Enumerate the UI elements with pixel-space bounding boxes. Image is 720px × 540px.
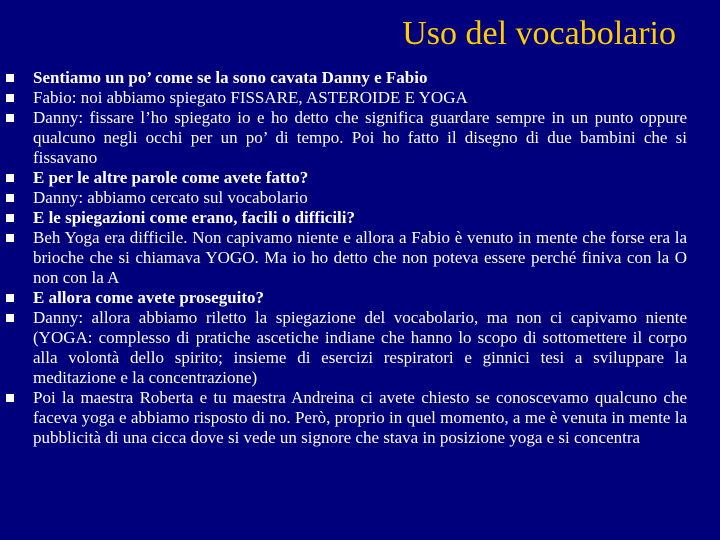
bullet-list xyxy=(0,68,720,448)
square-bullet-icon xyxy=(6,234,14,242)
bullet-text: Poi la maestra Roberta e tu maestra Andreina ci avete chiesto se conoscevamo qualcuno che faceva yoga e abbiamo risposto di no. Però, proprio in quel momento, a me è venuta in mente la pubblicità di una cicca dove si vede un signore che stava in posizione yoga e si concentra xyxy=(33,388,687,447)
square-bullet-icon xyxy=(6,114,14,122)
bullet-text: Beh Yoga era difficile. Non capivamo niente e allora a Fabio è venuto in mente che forse era la brioche che si chiamava YOGO. Ma io ho detto che non poteva essere perché finiva con la O non con la A xyxy=(33,228,687,287)
bullet-item xyxy=(33,288,687,308)
bullet-item xyxy=(33,68,687,88)
square-bullet-icon xyxy=(6,74,14,82)
square-bullet-icon xyxy=(6,314,14,322)
square-bullet-icon xyxy=(6,94,14,102)
bullet-text: Danny: fissare l’ho spiegato io e ho detto che significa guardare sempre in un punto oppure qualcuno negli occhi per un po’ di tempo. Poi ho fatto il disegno di due bambini che si fissavano xyxy=(33,108,687,167)
bullet-item xyxy=(33,188,687,208)
bullet-item xyxy=(33,108,687,168)
bullet-text: Danny: abbiamo cercato sul vocabolario xyxy=(33,188,308,207)
square-bullet-icon xyxy=(6,214,14,222)
bullet-item xyxy=(33,88,687,108)
bullet-item xyxy=(33,208,687,228)
bullet-text: Fabio: noi abbiamo spiegato FISSARE, ASTEROIDE E YOGA xyxy=(33,88,468,107)
bullet-item xyxy=(33,168,687,188)
bullet-text: Sentiamo un po’ come se la sono cavata Danny e Fabio xyxy=(33,68,428,87)
slide-title: Uso del vocabolario xyxy=(402,15,676,52)
bullet-item xyxy=(33,308,687,388)
bullet-item xyxy=(33,388,687,448)
square-bullet-icon xyxy=(6,174,14,182)
square-bullet-icon xyxy=(6,394,14,402)
square-bullet-icon xyxy=(6,294,14,302)
square-bullet-icon xyxy=(6,194,14,202)
bullet-item xyxy=(33,228,687,288)
bullet-text: E le spiegazioni come erano, facili o difficili? xyxy=(33,208,356,227)
bullet-text: E per le altre parole come avete fatto? xyxy=(33,168,309,187)
bullet-text: E allora come avete proseguito? xyxy=(33,288,265,307)
bullet-text: Danny: allora abbiamo riletto la spiegazione del vocabolario, ma non ci capivamo niente (YOGA: complesso di pratiche ascetiche indiane che hanno lo scopo di sottomettere il corpo alla volontà dello spirito; insieme di esercizi respiratori e ginnici tesi a sviluppare la meditazione e la concentrazione) xyxy=(33,308,687,387)
